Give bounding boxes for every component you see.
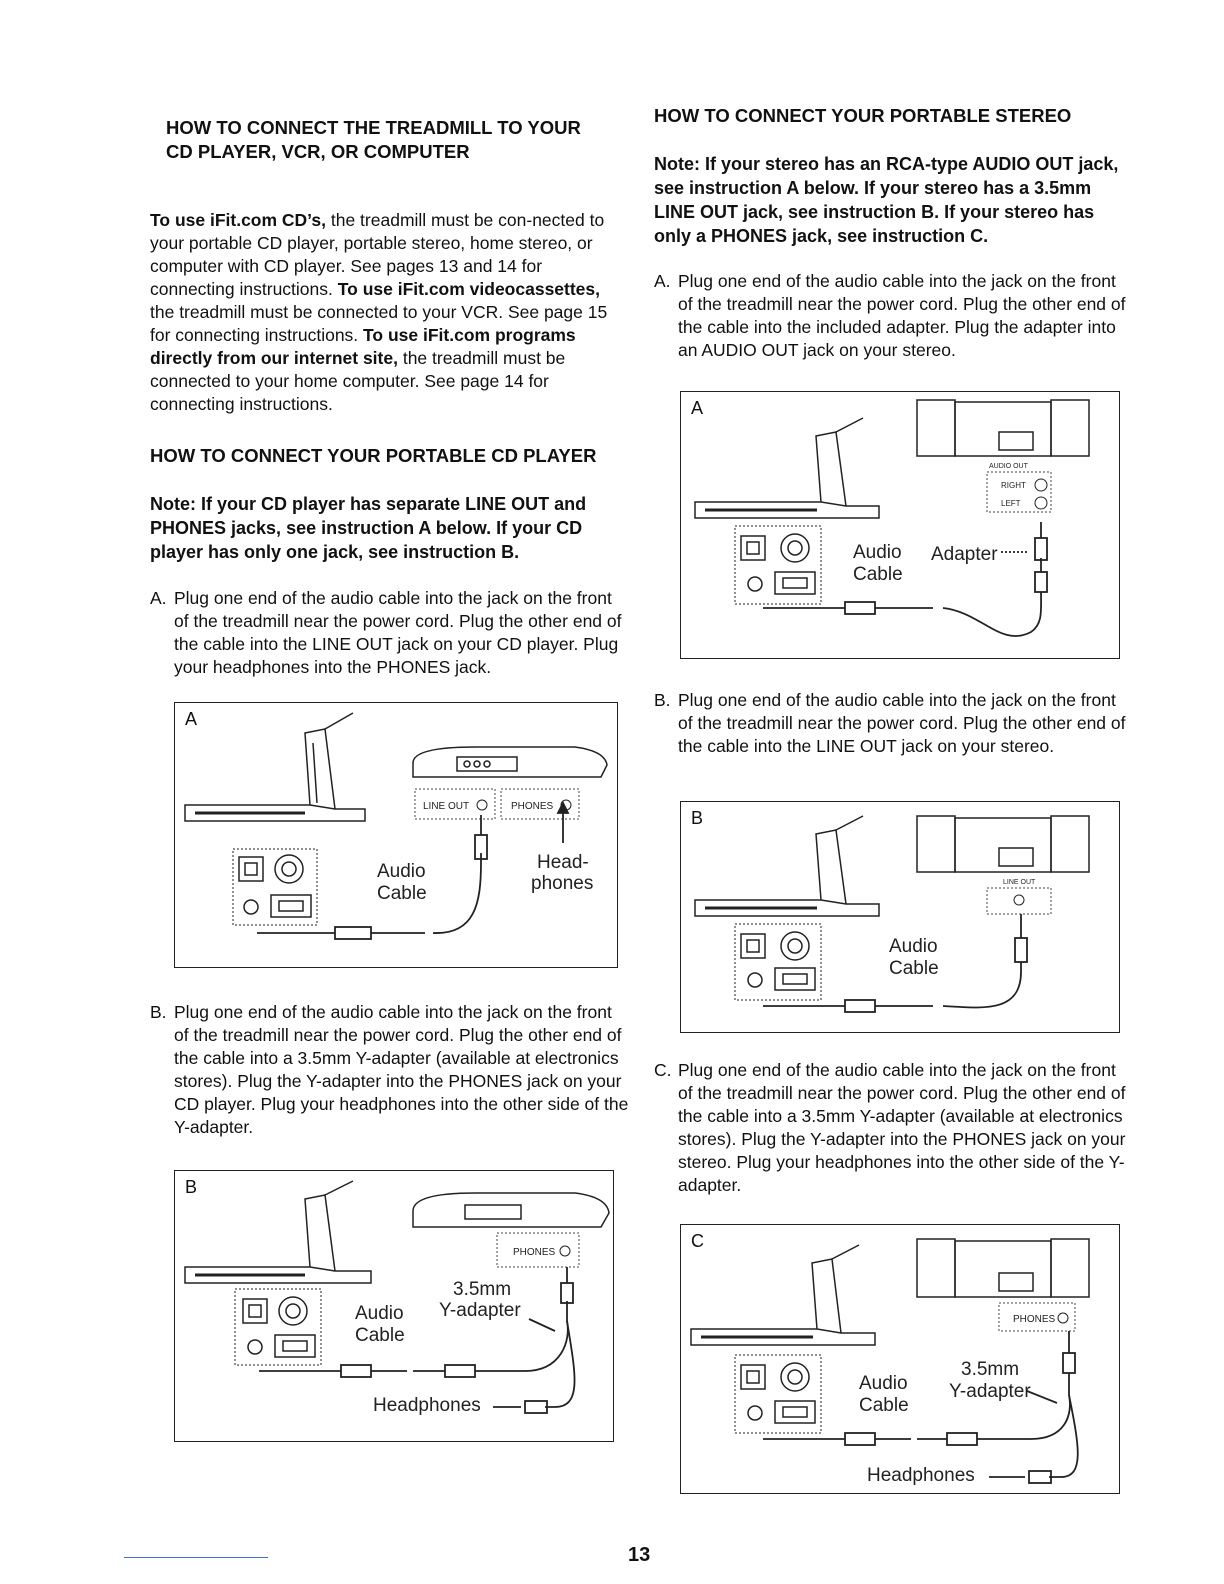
intro-cd-bold: To use iFit.com CD’s, (150, 210, 326, 230)
audio-label: Audio (859, 1373, 908, 1394)
main-title-line2: CD PLAYER, VCR, OR COMPUTER (166, 141, 470, 162)
stereo-instruction-c (654, 1059, 1130, 1197)
cd-instruction-a (150, 587, 626, 679)
treadmill-jack-panel (735, 924, 821, 1000)
figure-cd-player-a (174, 702, 618, 968)
audio-cable-icon (763, 1331, 1078, 1483)
cd-note: Note: If your CD player has separate LINE OUT and PHONES jacks, see instruction A below. If your CD player has only one jack, see instruction B. (150, 494, 587, 562)
cd-player-icon (413, 1193, 609, 1227)
cd-b-text: Plug one end of the audio cable into the jack on the front of the treadmill near the power cord. Plug the other end of the cable into a 3.5mm Y-adapter (available at electronics stores). Plug the Y-adapter into the PHONES jack on your CD player. Plug your headphones into the other side of the Y-adapter. (174, 1002, 629, 1137)
cable-label: Cable (377, 883, 427, 904)
figure-label: A (691, 398, 704, 418)
phones-jack-icon (1058, 1313, 1068, 1323)
audio-label: Audio (889, 936, 938, 957)
left-jack-icon (1035, 497, 1047, 509)
st-b-letter: B. (654, 690, 671, 710)
cd-a-letter: A. (150, 588, 167, 608)
st-c-letter: C. (654, 1060, 672, 1080)
figure-cd-player-b (174, 1170, 614, 1442)
audio-label: Audio (377, 861, 426, 882)
size-label: 3.5mm (453, 1279, 512, 1300)
left-channel-label: LEFT (1001, 499, 1021, 508)
st-b-diagram (681, 802, 1120, 1033)
figure-label: B (691, 808, 704, 828)
stereo-note: Note: If your stereo has an RCA-type AUDIO OUT jack, see instruction A below. If your stereo has a 3.5mm LINE OUT jack, see instruction B. If your stereo has only a PHONES jack, see instruction C. (654, 154, 1119, 246)
cd-a-text: Plug one end of the audio cable into the jack on the front of the treadmill near the power cord. Plug the other end of the cable into the LINE OUT jack on your CD player. Plug your headphones into the PHONES jack. (174, 588, 622, 677)
page-number: 13 (628, 1544, 651, 1566)
headphones-label-1: Head- (537, 852, 589, 873)
headphones-label: Headphones (373, 1395, 481, 1416)
intro-cd-text: the treadmill must be con-nected to your portable CD player, portable stereo, home stereo, or computer with CD player. See pages 13 and 14 for connecting instructions. (150, 210, 605, 299)
phones-jack-icon (560, 1246, 570, 1256)
figure-label: A (185, 709, 198, 729)
figure-label: B (185, 1177, 198, 1197)
treadmill-jack-panel (235, 1289, 321, 1365)
lineout-jack-label: LINE OUT (423, 801, 470, 812)
stereo-instruction-a (654, 270, 1130, 362)
lineout-jack-callout (987, 888, 1051, 914)
stereo-icon (917, 400, 1089, 456)
figure-label: C (691, 1231, 704, 1251)
st-b-text: Plug one end of the audio cable into the jack on the front of the treadmill near the power cord. Plug the other end of the cable into the LINE OUT jack on your stereo. (678, 690, 1126, 756)
audio-label: Audio (853, 542, 902, 563)
stereo-instruction-b (654, 689, 1130, 758)
main-title (166, 116, 636, 164)
right-jack-icon (1035, 479, 1047, 491)
treadmill-icon (185, 713, 365, 821)
treadmill-jack-panel (233, 849, 317, 925)
main-title-line1: HOW TO CONNECT THE TREADMILL TO YOUR (166, 117, 581, 138)
cable-label: Cable (859, 1395, 909, 1416)
figure-stereo-b (680, 801, 1120, 1033)
cd-a-diagram (175, 703, 618, 968)
lineout-jack-icon (1014, 895, 1024, 905)
intro-web-bold: To use iFit.com programs directly from our internet site, (150, 325, 576, 368)
cable-label: Cable (889, 958, 939, 979)
phones-jack-label: PHONES (511, 801, 554, 812)
cd-heading: HOW TO CONNECT YOUR PORTABLE CD PLAYER (150, 445, 597, 466)
phones-jack-label: PHONES (513, 1247, 556, 1258)
yadapter-label: Y-adapter (949, 1381, 1031, 1402)
st-a-letter: A. (654, 271, 671, 291)
right-channel-label: RIGHT (1001, 481, 1026, 490)
treadmill-jack-panel (735, 526, 821, 604)
st-c-diagram (681, 1225, 1120, 1494)
stereo-icon (917, 1239, 1089, 1297)
intro-video-bold: To use iFit.com videocassettes, (337, 279, 601, 299)
cd-b-diagram (175, 1171, 614, 1442)
treadmill-icon (695, 816, 879, 916)
phones-jack-label: PHONES (1013, 1314, 1056, 1325)
stereo-icon (917, 816, 1089, 872)
audio-label: Audio (355, 1303, 404, 1324)
audio-out-label: AUDIO OUT (989, 463, 1028, 470)
figure-stereo-c (680, 1224, 1120, 1494)
audio-cable-icon (259, 1267, 575, 1413)
stereo-heading: HOW TO CONNECT YOUR PORTABLE STEREO (654, 105, 1072, 126)
treadmill-icon (691, 1245, 875, 1345)
st-a-diagram (681, 392, 1120, 659)
lineout-label: LINE OUT (1003, 879, 1036, 886)
treadmill-jack-panel (735, 1355, 821, 1433)
headphones-label: Headphones (867, 1465, 975, 1486)
st-a-text: Plug one end of the audio cable into the jack on the front of the treadmill near the power cord. Plug the other end of the cable into the included adapter. Plug the adapter into an AUDIO OUT jack on your stereo. (678, 271, 1126, 360)
intro-paragraph (150, 209, 628, 416)
adapter-label: Adapter (931, 544, 998, 565)
st-c-text: Plug one end of the audio cable into the jack on the front of the treadmill near the power cord. Plug the other end of the cable into a 3.5mm Y-adapter (available at electronics stores). Plug the Y-adapter into the PHONES jack on your stereo. Plug your headphones into the other side of the Y-adapter. (678, 1060, 1126, 1195)
cable-label: Cable (853, 564, 903, 585)
treadmill-icon (695, 418, 879, 518)
cd-instruction-b (150, 1001, 630, 1139)
figure-stereo-a (680, 391, 1120, 659)
treadmill-icon (185, 1181, 371, 1283)
intro-video-text: the treadmill must be connected to your VCR. See page 15 for connecting instructions. (150, 302, 608, 345)
size-label: 3.5mm (961, 1359, 1020, 1380)
lineout-jack-icon (477, 800, 487, 810)
headphones-label-2: phones (531, 873, 594, 894)
footer-rule (124, 1557, 268, 1558)
cable-label: Cable (355, 1325, 405, 1346)
cd-player-icon (413, 747, 607, 777)
intro-web-text: the treadmill must be connected to your home computer. See page 14 for connecting instructions. (150, 348, 566, 414)
cd-b-letter: B. (150, 1002, 167, 1022)
yadapter-label: Y-adapter (439, 1300, 521, 1321)
